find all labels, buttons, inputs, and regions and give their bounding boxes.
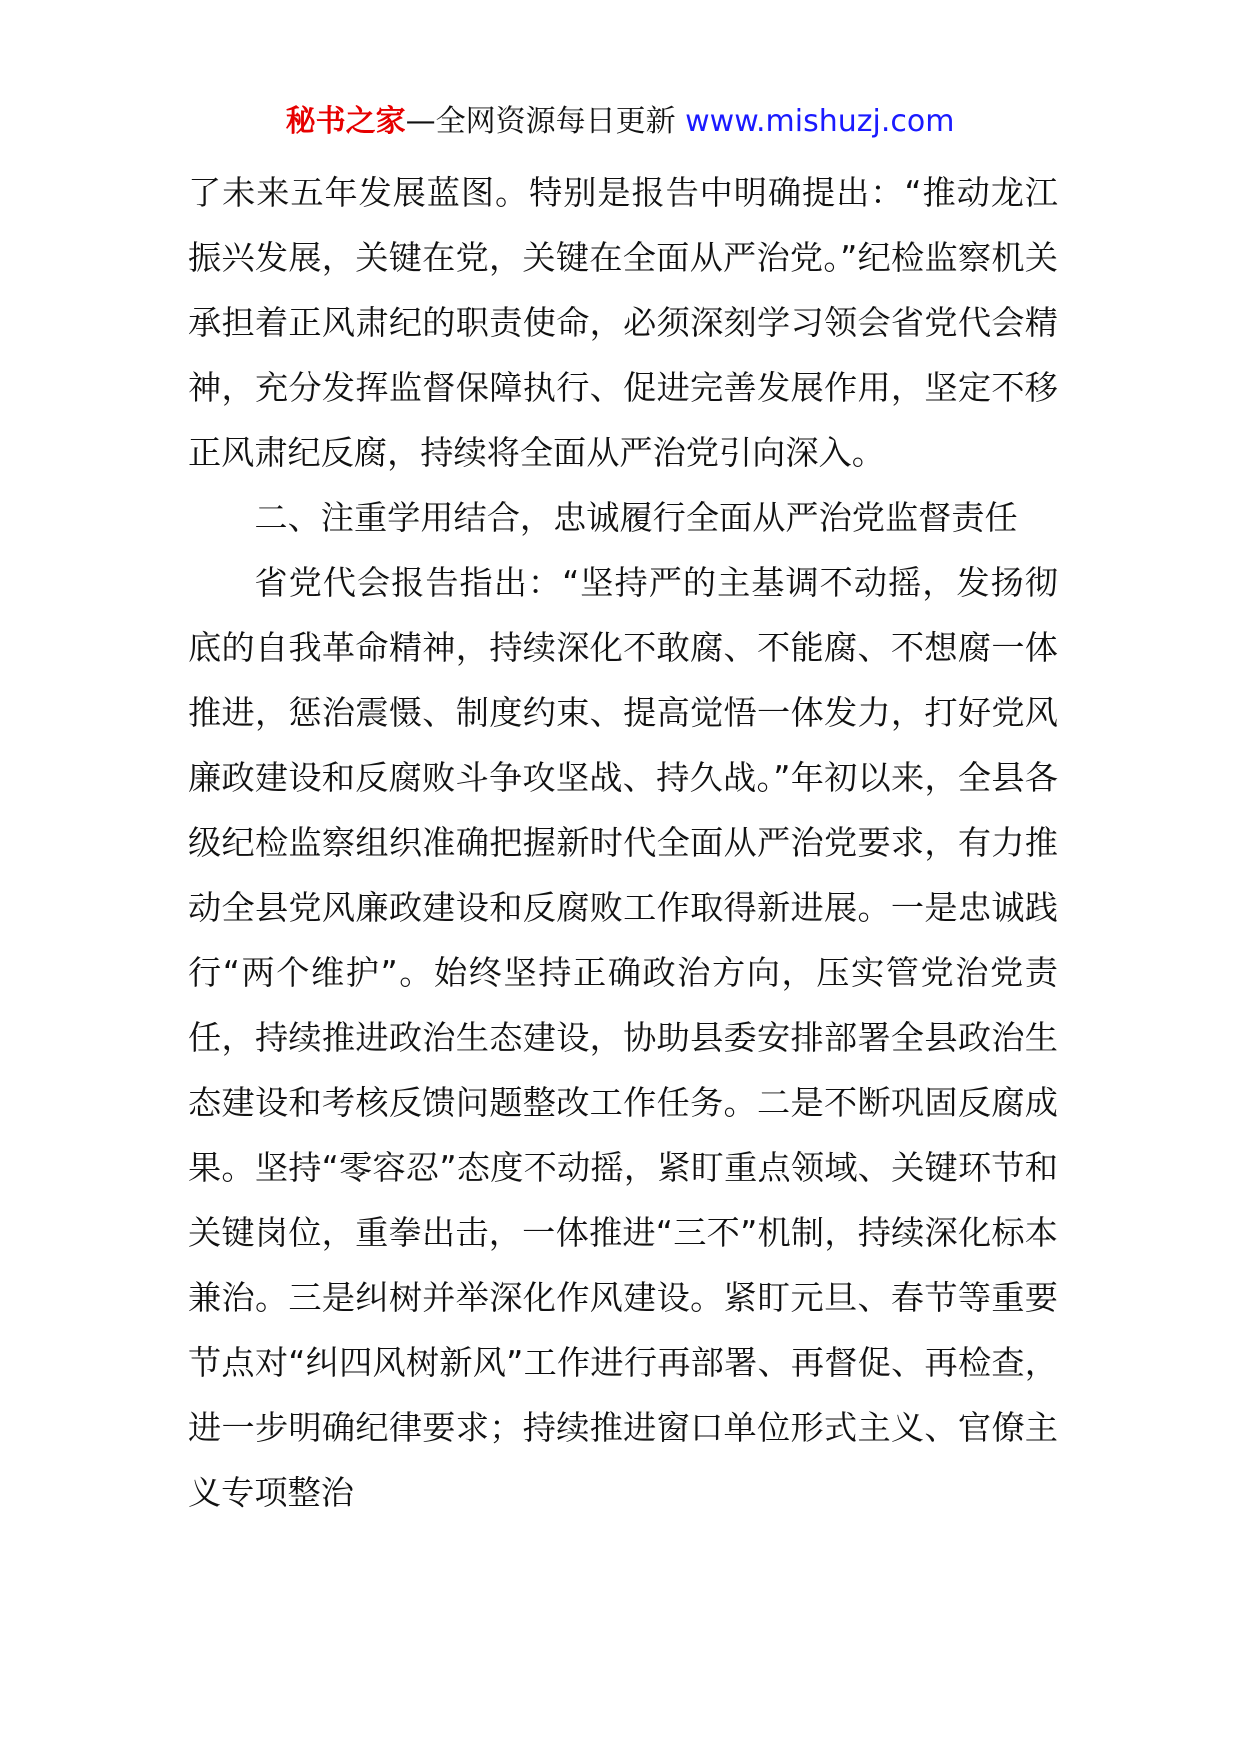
header-brand: 秘书之家 [285, 104, 406, 139]
paragraph-continued: 了未来五年发展蓝图。特别是报告中明确提出：“推动龙江振兴发展，关键在党，关键在全面从严治党。”纪检监察机关承担着正风肃纪的职责使命，必须深刻学习领会省党代会精神，充分发挥监督保障执行、促进完善发展作用，坚定不移正风肃纪反腐，持续将全面从严治党引向深入。 [188, 173, 1058, 472]
header-slogan: —全网资源每日更新 [405, 104, 676, 139]
document-body [188, 160, 1058, 1525]
paragraph-section-2: 省党代会报告指出：“坚持严的主基调不动摇，发扬彻底的自我革命精神，持续深化不敢腐、不能腐、不想腐一体推进，惩治震慑、制度约束、提高觉悟一体发力，打好党风廉政建设和反腐败斗争攻坚战、持久战。”年初以来，全县各级纪检监察组织准确把握新时代全面从严治党要求，有力推动全县党风廉政建设和反腐败工作取得新进展。一是忠诚践行“两个维护”。始终坚持正确政治方向，压实管党治党责任，持续推进政治生态建设，协助县委安排部署全县政治生态建设和考核反馈问题整改工作任务。二是不断巩固反腐成果。坚持“零容忍”态度不动摇，紧盯重点领域、关键环节和关键岗位，重拳出击，一体推进“三不”机制，持续深化标本兼治。三是纠树并举深化作风建设。紧盯元旦、春节等重要节点对“纠四风树新风”工作进行再部署、再督促、再检查，进一步明确纪律要求；持续推进窗口单位形式主义、官僚主义专项整治 [188, 563, 1058, 1512]
header-url-link[interactable]: www.mishuzj.com [685, 104, 955, 139]
section-heading-2: 二、注重学用结合，忠诚履行全面从严治党监督责任 [254, 498, 1018, 537]
page-header [0, 100, 1240, 144]
